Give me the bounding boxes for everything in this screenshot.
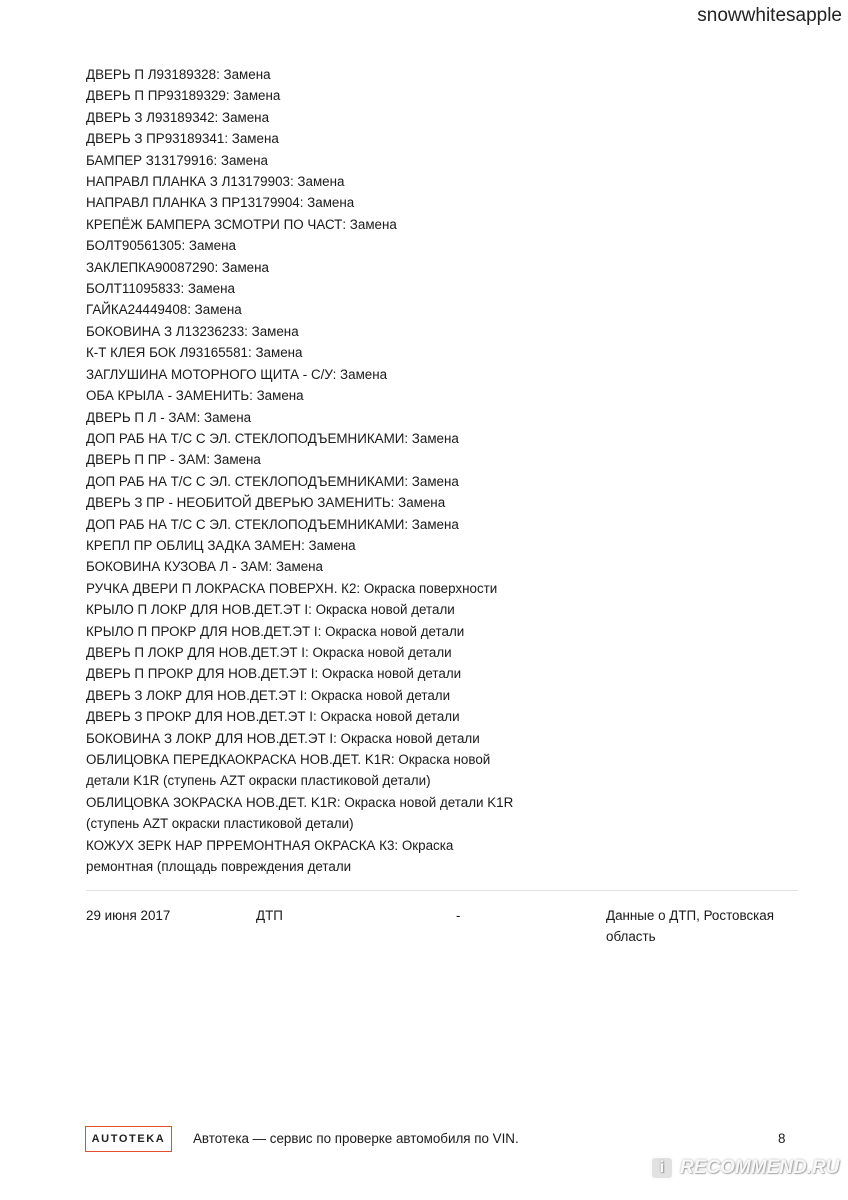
record-date: 29 июня 2017 bbox=[86, 908, 171, 923]
list-item: КРЕПЁЖ БАМПЕРА ЗСМОТРИ ПО ЧАСТ: Замена bbox=[86, 216, 397, 232]
record-type: ДТП bbox=[256, 908, 283, 923]
list-item: ОБЛИЦОВКА ПЕРЕДКАОКРАСКА НОВ.ДЕТ. K1R: Окраска новой bbox=[86, 752, 491, 767]
list-item: ДВЕРЬ П Л93189328: Замена bbox=[86, 67, 271, 82]
list-item: К-Т КЛЕЯ БОК Л93165581: Замена bbox=[86, 345, 303, 361]
list-item: ГАЙКА24449408: Замена bbox=[86, 302, 242, 318]
list-item: ДВЕРЬ П ПР - ЗАМ: Замена bbox=[86, 452, 261, 468]
list-item: ОБЛИЦОВКА ЗОКРАСКА НОВ.ДЕТ. K1R: Окраска новой детали K1R bbox=[86, 794, 514, 810]
list-item: КРЕПЛ ПР ОБЛИЦ ЗАДКА ЗАМЕН: Замена bbox=[86, 537, 356, 553]
list-item: БОКОВИНА З Л13236233: Замена bbox=[86, 323, 299, 339]
list-item: ДВЕРЬ З ПР - НЕОБИТОЙ ДВЕРЬЮ ЗАМЕНИТЬ: Замена bbox=[86, 495, 446, 511]
list-item: ДВЕРЬ З Л93189342: Замена bbox=[86, 109, 270, 125]
footer-tagline: Автотека — сервис по проверке автомобиля по VIN. bbox=[193, 1131, 519, 1146]
page-number: 8 bbox=[778, 1131, 786, 1146]
list-item: БАМПЕР З13179916: Замена bbox=[86, 152, 268, 168]
list-item: детали K1R (ступень AZT окраски пластиковой детали) bbox=[86, 773, 431, 789]
list-item: ДВЕРЬ П Л - ЗАМ: Замена bbox=[86, 409, 252, 425]
list-item: ЗАКЛЕПКА90087290: Замена bbox=[86, 259, 269, 275]
list-item: ДОП РАБ НА Т/С С ЭЛ. СТЕКЛОПОДЪЕМНИКАМИ: Замена bbox=[86, 430, 459, 446]
list-item: РУЧКА ДВЕРИ П ЛОКРАСКА ПОВЕРХН. К2: Окраска поверхности bbox=[86, 580, 498, 596]
section-divider bbox=[86, 890, 798, 891]
list-item: КРЫЛО П ЛОКР ДЛЯ НОВ.ДЕТ.ЭТ I: Окраска новой детали bbox=[86, 602, 455, 618]
list-item: ЗАГЛУШИНА МОТОРНОГО ЩИТА - С/У: Замена bbox=[86, 366, 388, 382]
list-item: ремонтная (площадь повреждения детали bbox=[86, 859, 352, 875]
recommend-logo-icon: i bbox=[650, 1156, 674, 1180]
list-item: ДВЕРЬ П ПР93189329: Замена bbox=[86, 88, 281, 104]
repair-works-list bbox=[86, 64, 556, 877]
list-item: НАПРАВЛ ПЛАНКА З Л13179903: Замена bbox=[86, 174, 345, 190]
list-item: БОКОВИНА КУЗОВА Л - ЗАМ: Замена bbox=[86, 559, 323, 575]
list-item: (ступень AZT окраски пластиковой детали) bbox=[86, 816, 354, 832]
list-item: ДВЕРЬ П ЛОКР ДЛЯ НОВ.ДЕТ.ЭТ I: Окраска новой детали bbox=[86, 644, 452, 660]
list-item: ДВЕРЬ П ПРОКР ДЛЯ НОВ.ДЕТ.ЭТ I: Окраска новой детали bbox=[86, 666, 462, 682]
autoteka-logo: AUTOTEKA bbox=[85, 1126, 172, 1152]
list-item: ДОП РАБ НА Т/С С ЭЛ. СТЕКЛОПОДЪЕМНИКАМИ: Замена bbox=[86, 473, 459, 489]
watermark-text: RECOMMEND.RU bbox=[680, 1157, 840, 1178]
recommend-watermark bbox=[650, 1156, 839, 1180]
username-label: snowwhitesapple bbox=[697, 5, 842, 26]
list-item: ОБА КРЫЛА - ЗАМЕНИТЬ: Замена bbox=[86, 388, 304, 404]
record-description: Данные о ДТП, Ростовская область bbox=[606, 908, 775, 945]
record-mileage: - bbox=[456, 908, 461, 923]
list-item: ДВЕРЬ З ПРОКР ДЛЯ НОВ.ДЕТ.ЭТ I: Окраска новой детали bbox=[86, 709, 460, 725]
list-item: ДВЕРЬ З ЛОКР ДЛЯ НОВ.ДЕТ.ЭТ I: Окраска новой детали bbox=[86, 687, 451, 703]
list-item: КРЫЛО П ПРОКР ДЛЯ НОВ.ДЕТ.ЭТ I: Окраска новой детали bbox=[86, 623, 465, 639]
list-item: КОЖУХ ЗЕРК НАР ПРРЕМОНТНАЯ ОКРАСКА К3: Окраска bbox=[86, 837, 454, 853]
list-item: ДВЕРЬ З ПР93189341: Замена bbox=[86, 131, 279, 147]
list-item: ДОП РАБ НА Т/С С ЭЛ. СТЕКЛОПОДЪЕМНИКАМИ: Замена bbox=[86, 516, 459, 532]
list-item: БОЛТ90561305: Замена bbox=[86, 238, 236, 254]
list-item: БОКОВИНА З ЛОКР ДЛЯ НОВ.ДЕТ.ЭТ I: Окраска новой детали bbox=[86, 730, 480, 746]
list-item: БОЛТ11095833: Замена bbox=[86, 281, 235, 297]
list-item: НАПРАВЛ ПЛАНКА З ПР13179904: Замена bbox=[86, 195, 355, 211]
